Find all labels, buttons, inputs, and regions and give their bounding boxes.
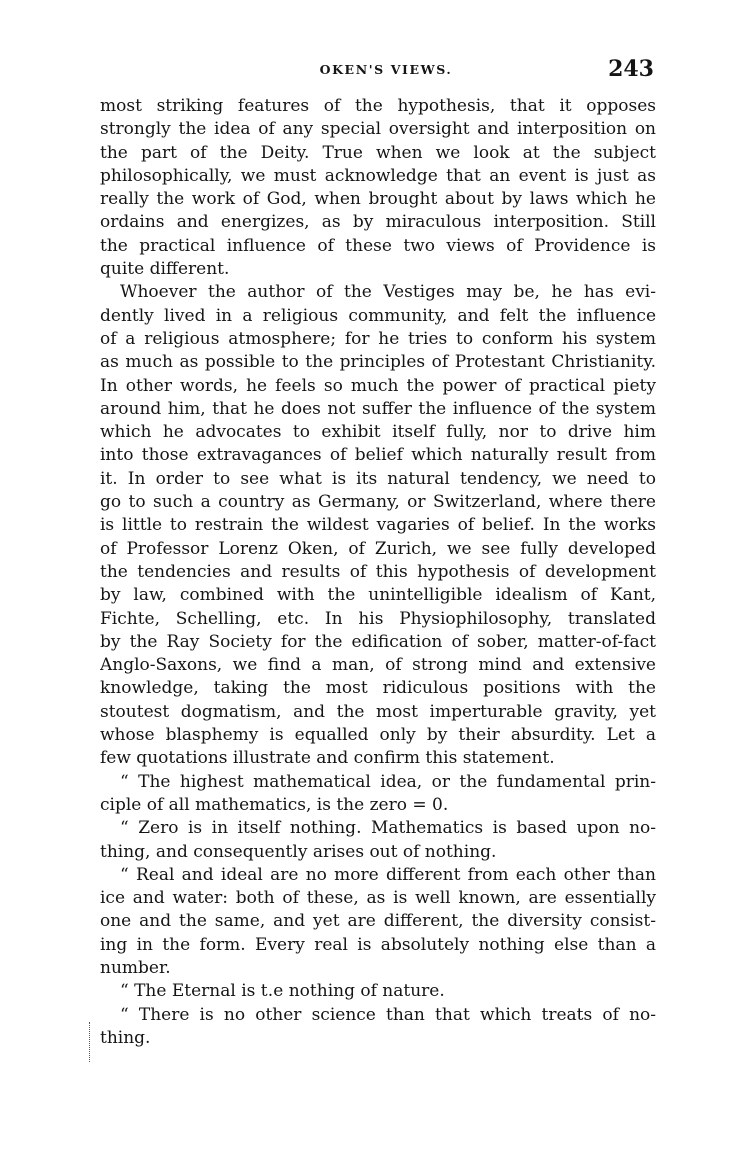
running-title: OKEN'S VIEWS. xyxy=(319,62,453,77)
text-line: ice and water: both of these, as is well known, are essentially xyxy=(100,888,656,909)
text-line: “ Real and ideal are no more different from each other than xyxy=(120,864,656,885)
text-line: ing in the form. Every real is absolutely nothing else than a xyxy=(100,934,656,955)
text-line: “ Zero is in itself nothing. Mathematics is based upon no- xyxy=(120,818,656,839)
text-line: philosophically, we must acknowledge that an event is just as xyxy=(100,165,656,186)
text-line: Whoever the author of the Vestiges may be, he has evi- xyxy=(120,282,656,303)
text-line: ordains and energizes, as by miraculous interposition. Still xyxy=(100,212,656,233)
body-text xyxy=(100,95,656,1050)
text-line: by law, combined with the unintelligible idealism of Kant, xyxy=(100,585,656,606)
text-line: stoutest dogmatism, and the most imperturable gravity, yet xyxy=(100,701,656,722)
text-line: which he advocates to exhibit itself fully, nor to drive him xyxy=(100,422,656,443)
text-line: the part of the Deity. True when we look at the subject xyxy=(100,142,656,163)
text-line: as much as possible to the principles of Protestant Christianity. xyxy=(100,352,656,373)
text-line: is little to restrain the wildest vagaries of belief. In the works xyxy=(100,515,656,536)
text-line: by the Ray Society for the edification of sober, matter-of-fact xyxy=(100,631,656,652)
text-line: few quotations illustrate and confirm this statement. xyxy=(100,748,555,769)
text-line: strongly the idea of any special oversight and interposition on xyxy=(100,119,656,140)
text-line: it. In order to see what is its natural tendency, we need to xyxy=(100,468,656,489)
text-line: whose blasphemy is equalled only by their absurdity. Let a xyxy=(100,725,656,746)
text-line: most striking features of the hypothesis, that it opposes xyxy=(100,96,656,116)
text-line: of Professor Lorenz Oken, of Zurich, we see fully developed xyxy=(100,538,656,559)
text-line: really the work of God, when brought about by laws which he xyxy=(100,189,656,210)
text-line: quite different. xyxy=(100,259,230,280)
running-head xyxy=(100,56,656,90)
text-line: knowledge, taking the most ridiculous positions with the xyxy=(100,678,656,699)
text-line: the practical influence of these two views of Providence is xyxy=(100,235,656,256)
text-line: number. xyxy=(100,957,171,978)
margin-mark xyxy=(89,1022,92,1062)
text-line: into those extravagances of belief which naturally result from xyxy=(100,445,656,466)
text-line: ciple of all mathematics, is the zero = 0. xyxy=(100,794,449,815)
text-line: “ The Eternal is t․e nothing of nature. xyxy=(120,981,445,1002)
text-line: In other words, he feels so much the power of practical piety xyxy=(100,375,656,396)
text-line: thing. xyxy=(100,1027,151,1048)
text-line: the tendencies and results of this hypothesis of development xyxy=(100,561,656,582)
text-line: thing, and consequently arises out of nothing. xyxy=(100,841,497,862)
text-line: of a religious atmosphere; for he tries to conform his system xyxy=(100,328,656,349)
text-line: one and the same, and yet are different, the diversity consist- xyxy=(100,911,656,932)
page-number: 243 xyxy=(608,56,654,82)
text-line: Anglo-Saxons, we find a man, of strong mind and extensive xyxy=(100,655,656,676)
text-line: “ The highest mathematical idea, or the fundamental prin- xyxy=(120,771,656,792)
text-line: Fichte, Schelling, etc. In his Physiophilosophy, translated xyxy=(100,608,656,629)
text-line: go to such a country as Germany, or Switzerland, where there xyxy=(100,492,656,513)
text-line: around him, that he does not suffer the influence of the system xyxy=(100,398,656,419)
text-line: dently lived in a religious community, and felt the influence xyxy=(100,305,656,326)
text-line: “ There is no other science than that which treats of no- xyxy=(120,1004,656,1025)
